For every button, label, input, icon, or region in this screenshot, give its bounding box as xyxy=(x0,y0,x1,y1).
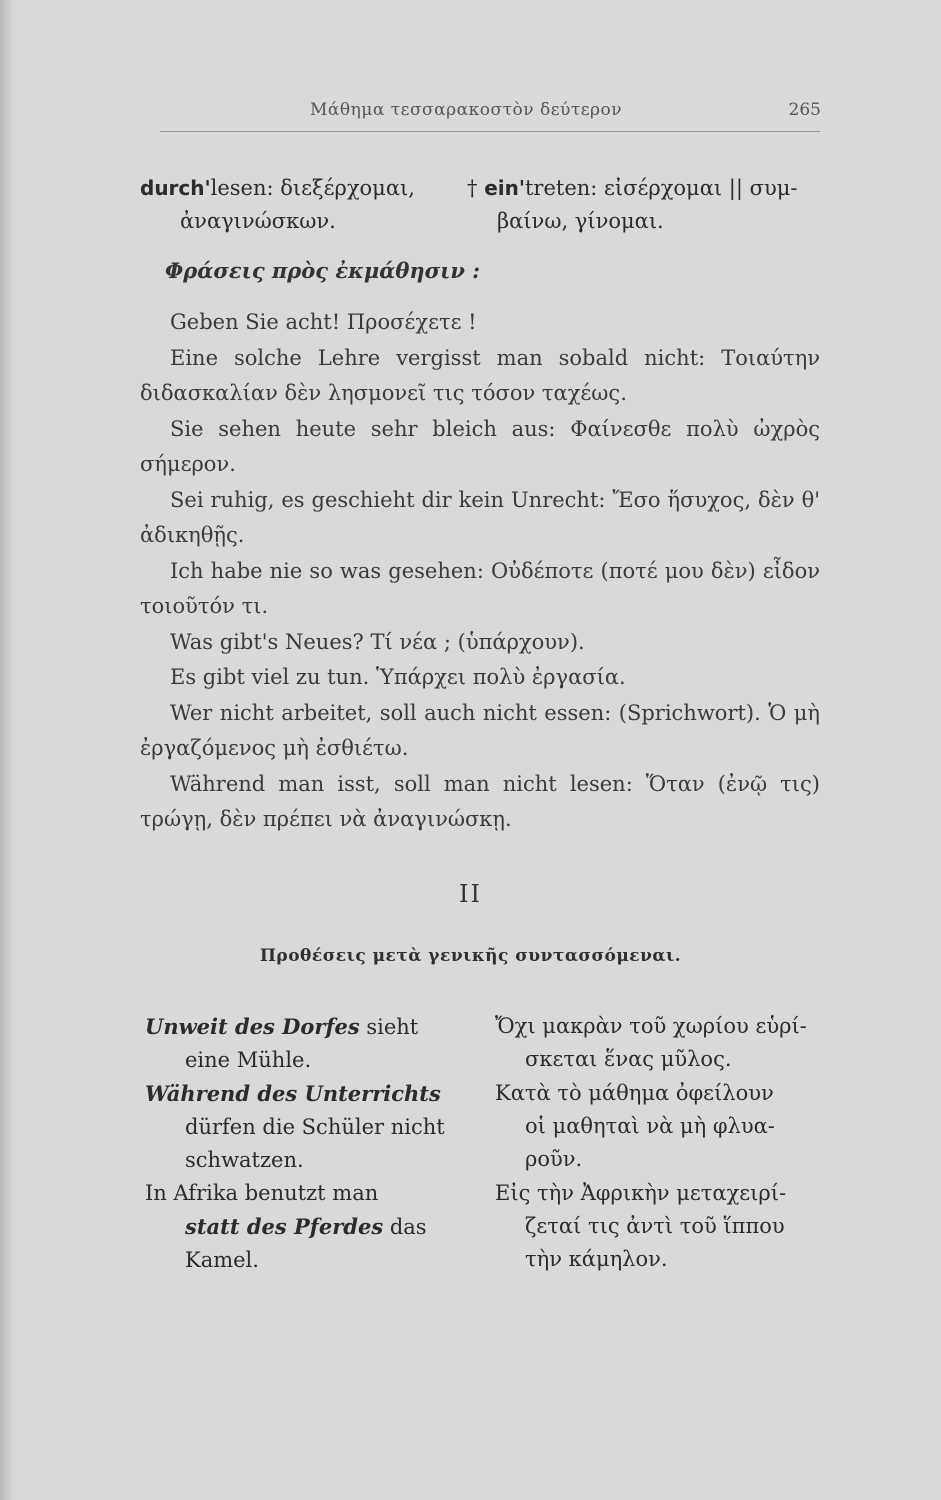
phrase-german: Was gibt's Neues? xyxy=(170,629,371,654)
phrase-german: Ich habe nie so was gesehen: xyxy=(170,558,491,583)
example-german xyxy=(145,1010,467,1077)
example-line: schwatzen. xyxy=(185,1148,304,1172)
phrase xyxy=(140,305,820,341)
phrase-german: Eine solche Lehre vergisst man sobald nicht: xyxy=(170,345,722,370)
phrase-greek: Φαίνεσθε πολὺ ὠχρὸς σήμερον. xyxy=(140,416,820,476)
phrase-german: Geben Sie acht! xyxy=(170,310,347,334)
example-greek xyxy=(495,1010,825,1077)
phrase-greek: Ἔσο ἥσυχος, δὲν θ' ἀδικηθῇς. xyxy=(140,487,820,547)
example-row xyxy=(145,1077,825,1177)
page-edge-shadow xyxy=(0,0,14,1500)
phrase xyxy=(140,625,820,661)
example-emphasis: statt des Pferdes xyxy=(185,1214,384,1239)
phrases-list xyxy=(140,305,820,838)
example-emphasis: Während des Unterrichts xyxy=(145,1081,441,1106)
phrase xyxy=(140,660,820,696)
phrase-greek: Τοιαύτην διδασκαλίαν δὲν λησμονεῖ τις τόσον ταχέως. xyxy=(140,345,820,405)
dagger-mark: † xyxy=(467,176,485,200)
phrase-greek: Ὅταν (ἐνῷ τις) τρώγῃ, δὲν πρέπει νὰ ἀναγινώσκῃ. xyxy=(140,771,820,831)
phrase-greek: Οὐδέποτε (ποτέ μου δὲν) εἶδον τοιοῦτόν τι. xyxy=(140,558,820,618)
vocab-definition-cont: ἀναγινώσκων. xyxy=(180,209,336,233)
example-row xyxy=(145,1177,825,1277)
page-number: 265 xyxy=(788,100,821,120)
vocab-entry-eintreten xyxy=(467,172,827,238)
example-line: σκεται ἕνας μῦλος. xyxy=(525,1047,732,1071)
examples-table xyxy=(145,1010,825,1277)
phrase-greek: Ὑπάρχει πολὺ ἐργασία. xyxy=(376,665,626,689)
example-line: ροῦν. xyxy=(525,1147,583,1171)
example-line xyxy=(145,1010,467,1044)
vocab-entry-durchlesen xyxy=(140,172,460,238)
example-line: dürfen die Schüler nicht xyxy=(185,1115,445,1139)
phrase-german: Wer nicht arbeitet, soll auch nicht essen: (Sprichwort). xyxy=(170,700,769,725)
section-number: II xyxy=(459,880,482,908)
phrase-greek: Ὁ μὴ ἐργαζόμενος μὴ ἐσθιέτω. xyxy=(140,700,820,760)
vocab-headword: ein' xyxy=(484,176,525,200)
example-row xyxy=(145,1010,825,1077)
example-line xyxy=(145,1077,467,1111)
vocab-definition: : διεξέρχομαι, xyxy=(266,176,415,200)
phrase xyxy=(140,767,820,838)
vocab-line xyxy=(140,176,415,200)
header-rule xyxy=(160,131,820,132)
phrase xyxy=(140,341,820,412)
example-greek xyxy=(495,1077,825,1177)
example-line: In Afrika benutzt man xyxy=(145,1181,379,1205)
example-line xyxy=(145,1210,467,1244)
vocab-line xyxy=(467,176,797,200)
example-german xyxy=(145,1177,467,1277)
example-text: sieht xyxy=(359,1015,419,1039)
phrase-german: Während man isst, soll man nicht lesen: xyxy=(170,771,646,796)
example-text: das xyxy=(383,1215,427,1239)
example-german xyxy=(145,1077,467,1177)
phrase xyxy=(140,554,820,625)
example-line: Εἰς τὴν Ἀφρικὴν μεταχειρί- xyxy=(495,1181,787,1205)
vocab-definition-cont: βαίνω, γίνομαι. xyxy=(497,209,664,233)
phrase-greek: Τί νέα ; (ὑπάρχουν). xyxy=(370,629,585,654)
vocab-definition: : εἰσέρχομαι || συμ- xyxy=(590,176,798,200)
phrases-heading: Φράσεις πρὸς ἐκμάθησιν : xyxy=(165,258,480,283)
phrase xyxy=(140,412,820,483)
phrase-german: Sie sehen heute sehr bleich aus: xyxy=(170,416,571,441)
example-line: Kamel. xyxy=(185,1248,259,1272)
example-greek xyxy=(495,1177,825,1277)
example-line: Ὄχι μακρὰν τοῦ χωρίου εὑρί- xyxy=(495,1014,807,1038)
phrase-german: Es gibt viel zu tun. xyxy=(170,665,377,689)
vocab-headword-rest: lesen xyxy=(210,176,267,200)
section-heading: Προθέσεις μετὰ γενικῆς συντασσόμεναι. xyxy=(259,946,682,966)
phrase-german: Sei ruhig, es geschieht dir kein Unrecht: xyxy=(170,487,613,512)
phrase xyxy=(140,483,820,554)
example-line: ζεταί τις ἀντὶ τοῦ ἵππου xyxy=(525,1214,785,1238)
example-line: Κατὰ τὸ μάθημα ὀφείλουν xyxy=(495,1081,774,1105)
example-line: τὴν κάμηλον. xyxy=(525,1247,668,1271)
vocab-headword: durch' xyxy=(140,176,211,200)
example-emphasis: Unweit des Dorfes xyxy=(145,1014,360,1039)
phrase xyxy=(140,696,820,767)
phrase-greek: Προσέχετε ! xyxy=(346,310,477,334)
running-title: Μάθημα τεσσαρακοστὸν δεύτερον xyxy=(310,100,623,120)
example-line: eine Mühle. xyxy=(185,1048,312,1072)
example-line: οἱ μαθηταὶ νὰ μὴ φλυα- xyxy=(525,1114,775,1138)
vocab-headword-rest: treten xyxy=(524,176,591,200)
